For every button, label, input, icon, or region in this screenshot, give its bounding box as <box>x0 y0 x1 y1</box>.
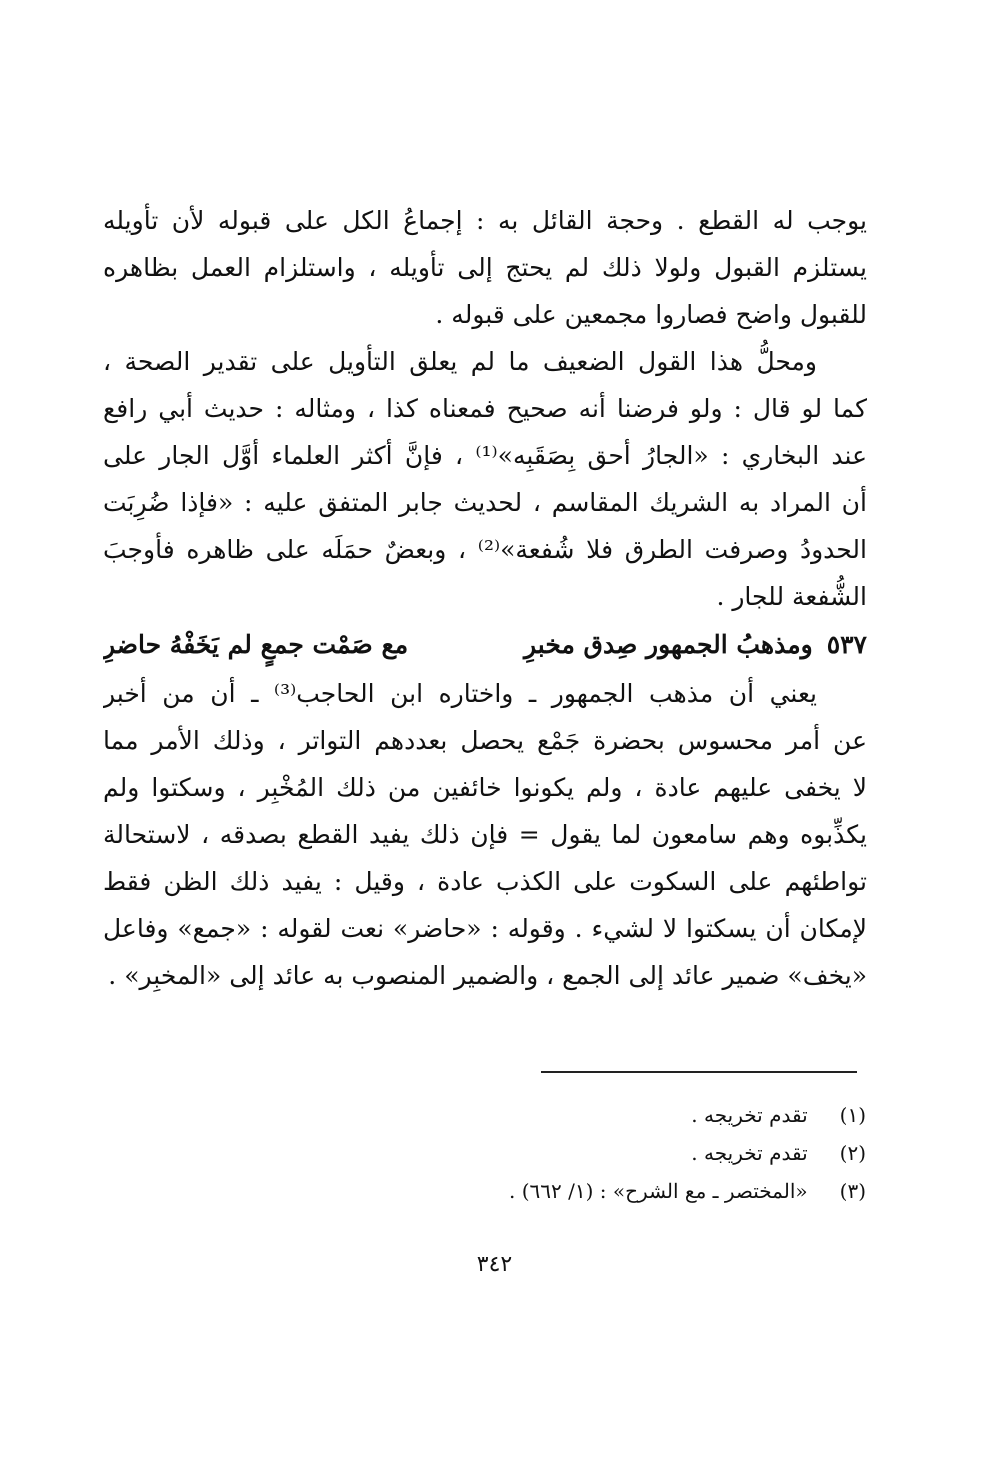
text-line: «يخف» ضمير عائد إلى الجمع ، والضمير المنصوب به عائد إلى «المخبِر» . <box>108 961 867 990</box>
text-line: عند البخاري : «الجارُ أحق بِصَقَبِه»⁽¹⁾ ، فإنَّ أكثر العلماء أوَّل الجار على <box>103 441 867 470</box>
footnote-number: (٣) <box>839 1179 866 1203</box>
footnotes <box>300 1096 866 1210</box>
footnote-number: (١) <box>839 1103 866 1127</box>
footnote <box>300 1172 866 1210</box>
footnote <box>300 1096 866 1134</box>
text-line: يوجب له القطع . وحجة القائل به : إجماعُ الكل على قبوله لأن تأويله <box>103 206 867 235</box>
footnote-number: (٢) <box>839 1141 866 1165</box>
footnote-separator <box>541 1071 857 1073</box>
verse-hemistich-first: ومذهبُ الجمهور صِدق مخبرِ <box>523 630 813 659</box>
text-line: كما لو قال : ولو فرضنا أنه صحيح فمعناه كذا ، ومثاله : حديث أبي رافع <box>103 394 867 423</box>
text-line: يستلزم القبول ولولا ذلك لم يحتج إلى تأويله ، واستلزام العمل بظاهره <box>103 253 867 282</box>
text-line: للقبول واضح فصاروا مجمعين على قبوله . <box>435 300 867 329</box>
text-line: يكذِّبوه وهم سامعون لما يقول = فإن ذلك يفيد القطع بصدقه ، لاستحالة <box>103 820 867 849</box>
text-line: تواطئهم على السكوت على الكذب عادة ، وقيل : يفيد ذلك الظن فقط <box>103 867 867 896</box>
verse-hemistich-second: مع صَمْت جمعٍ لم يَخَفْهُ حاضرِ <box>103 630 409 659</box>
text-line: الشُّفعة للجار . <box>716 582 867 611</box>
verse-number: ٥٣٧ <box>826 630 867 659</box>
text-line: يعني أن مذهب الجمهور ـ واختاره ابن الحاجب⁽³⁾ ـ أن من أخبر <box>103 679 817 708</box>
text-line: عن أمر محسوس بحضرة جَمْع يحصل بعددهم التواتر ، وذلك الأمر مما <box>103 726 867 755</box>
text-line: لا يخفى عليهم عادة ، ولم يكونوا خائفين من ذلك المُخْبِر ، وسكتوا ولم <box>103 773 867 802</box>
text-line: لإمكان أن يسكتوا لا لشيء . وقوله : «حاضر» نعت لقوله : «جمع» وفاعل <box>103 914 867 943</box>
footnote <box>300 1134 866 1172</box>
text-line: أن المراد به الشريك المقاسم ، لحديث جابر المتفق عليه : «فإذا ضُرِبَت <box>103 488 867 517</box>
footnote-text: «المختصر ـ مع الشرح» : (١/ ٦٦٢) . <box>509 1179 808 1203</box>
page-number: ٣٤٢ <box>476 1252 513 1277</box>
verse-line <box>103 620 867 670</box>
text-line: ومحلُّ هذا القول الضعيف ما لم يعلق التأويل على تقدير الصحة ، <box>103 347 817 376</box>
text-line: الحدودُ وصرفت الطرق فلا شُفعة»⁽²⁾ ، وبعضٌ حمَلَه على ظاهره فأوجبَ <box>103 535 867 564</box>
footnote-text: تقدم تخريجه . <box>691 1141 808 1165</box>
main-text <box>103 197 867 999</box>
footnote-text: تقدم تخريجه . <box>691 1103 808 1127</box>
